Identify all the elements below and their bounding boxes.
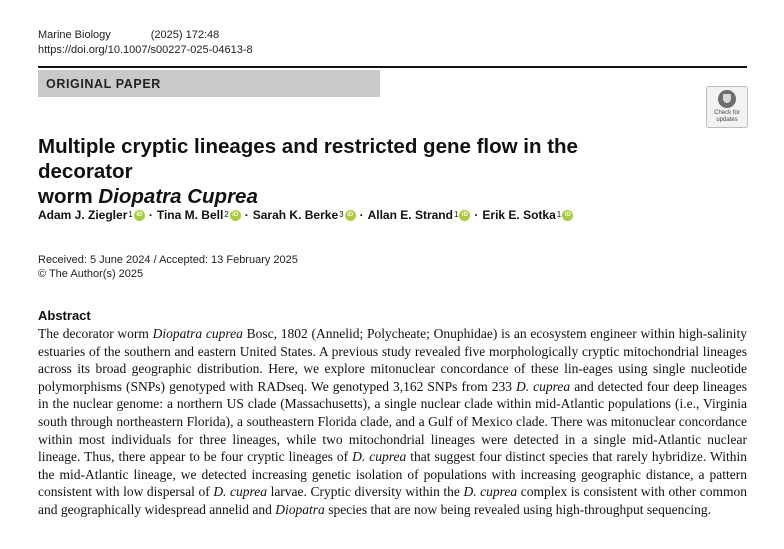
journal-name: Marine Biology xyxy=(38,29,111,41)
author-name-text: Erik E. Sotka xyxy=(482,208,556,222)
author-affiliation-number: 3 xyxy=(339,209,344,219)
received-accepted-dates: Received: 5 June 2024 / Accepted: 13 February 2025 xyxy=(38,254,298,266)
author-name[interactable] xyxy=(157,208,241,222)
abstract-italic-term: Diopatra cuprea xyxy=(152,326,243,341)
article-title xyxy=(38,134,678,209)
title-line-1: Multiple cryptic lineages and restricted gene flow in the decorator xyxy=(38,135,578,183)
author-name[interactable] xyxy=(368,208,471,222)
abstract-italic-term: Diopatra xyxy=(275,501,325,517)
abstract-italic-term: D. cuprea xyxy=(463,484,518,500)
author-name-text: Sarah K. Berke xyxy=(252,208,339,222)
abstract-text-segment: Bosc, 1802 (Annelid; Polycheate; Onuphidae) is an ecosystem engineer within high-salinity estuaries of the southern and eastern United States. A previous study revealed five morphologically cryptic mitochondrial lineages across its broad geographic distribution. Here, we explore mitonuclear concordance of these lin-eages using single nucleotide polymorphisms (SNPs) genotyped with RADseq. We genotyped 3,162 SNPs from 233 xyxy=(38,326,747,394)
journal-volume: (2025) 172:48 xyxy=(150,29,220,41)
author-name[interactable] xyxy=(482,208,573,222)
abstract-text-segment: that suggest four distinct species that rarely hybridize. Within the mid-Atlantic lineage, we detected increasing genetic isolation of populations with increasing geographic distance, a pattern consistent with low dispersal of xyxy=(38,449,747,500)
author-name-text: Allan E. Strand xyxy=(367,208,453,222)
check-for-updates-button[interactable] xyxy=(706,86,748,128)
orcid-icon[interactable]: iD xyxy=(345,210,356,221)
abstract-text-segment: complex is consistent with other common and geographically widespread annelid and xyxy=(38,484,748,517)
journal-citation xyxy=(38,29,219,41)
title-line-2: worm Diopatra Cuprea xyxy=(38,185,258,208)
author-separator: · xyxy=(359,208,364,222)
author-name[interactable] xyxy=(38,208,145,222)
abstract-italic-term: D. cuprea xyxy=(213,484,267,500)
orcid-icon[interactable]: iD xyxy=(134,210,145,221)
author-affiliation-number: 2 xyxy=(224,209,229,219)
abstract-text-segment: larvae. Cryptic diversity within the xyxy=(267,484,464,500)
author-name[interactable] xyxy=(253,208,356,222)
author-affiliation-number: 1 xyxy=(128,209,133,219)
copyright-notice: © The Author(s) 2025 xyxy=(38,268,144,280)
abstract-text-segment: species that are now being revealed using high-throughput sequencing. xyxy=(324,501,711,517)
abstract-text xyxy=(38,325,747,519)
author-name-text: Adam J. Ziegler xyxy=(38,208,128,222)
orcid-icon[interactable]: iD xyxy=(230,210,241,221)
abstract-text-segment: and detected four deep lineages in the nuclear genome: a northern US clade (Massachusetts), a single nuclear clade within mid-Atlantic populations (i.e., Virginia south through northeastern Florida), a southeastern Florida clade, and a Gulf of Mexico clade. There was mitonuclear concordance within most individuals for three lineages, while two mitochondrial lineages were detected in a single mid-Atlantic nuclear lineage. Thus, there appear to be four cryptic lineages of xyxy=(38,378,747,465)
author-separator: · xyxy=(244,208,249,222)
check-for-updates-icon xyxy=(718,90,736,108)
orcid-icon[interactable]: iD xyxy=(459,210,470,221)
title-species: Diopatra Cuprea xyxy=(98,185,258,208)
article-type-label: ORIGINAL PAPER xyxy=(46,76,161,91)
abstract-heading: Abstract xyxy=(38,308,91,323)
author-affiliation-number: 1 xyxy=(453,209,459,219)
author-separator: · xyxy=(148,208,153,222)
abstract-italic-term: D. cuprea xyxy=(352,449,407,465)
abstract-text-segment: The decorator worm xyxy=(38,326,153,341)
check-for-updates-label: Check for updates xyxy=(714,110,740,123)
header-rule xyxy=(38,66,747,68)
article-type-banner xyxy=(38,70,380,97)
orcid-icon[interactable]: iD xyxy=(562,210,573,221)
author-affiliation-number: 1 xyxy=(556,209,562,219)
author-list xyxy=(38,208,573,222)
abstract-italic-term: D. cuprea xyxy=(516,378,571,394)
author-separator: · xyxy=(474,208,479,222)
author-name-text: Tina M. Bell xyxy=(156,208,224,222)
doi-link[interactable]: https://doi.org/10.1007/s00227-025-04613-8 xyxy=(38,44,253,56)
